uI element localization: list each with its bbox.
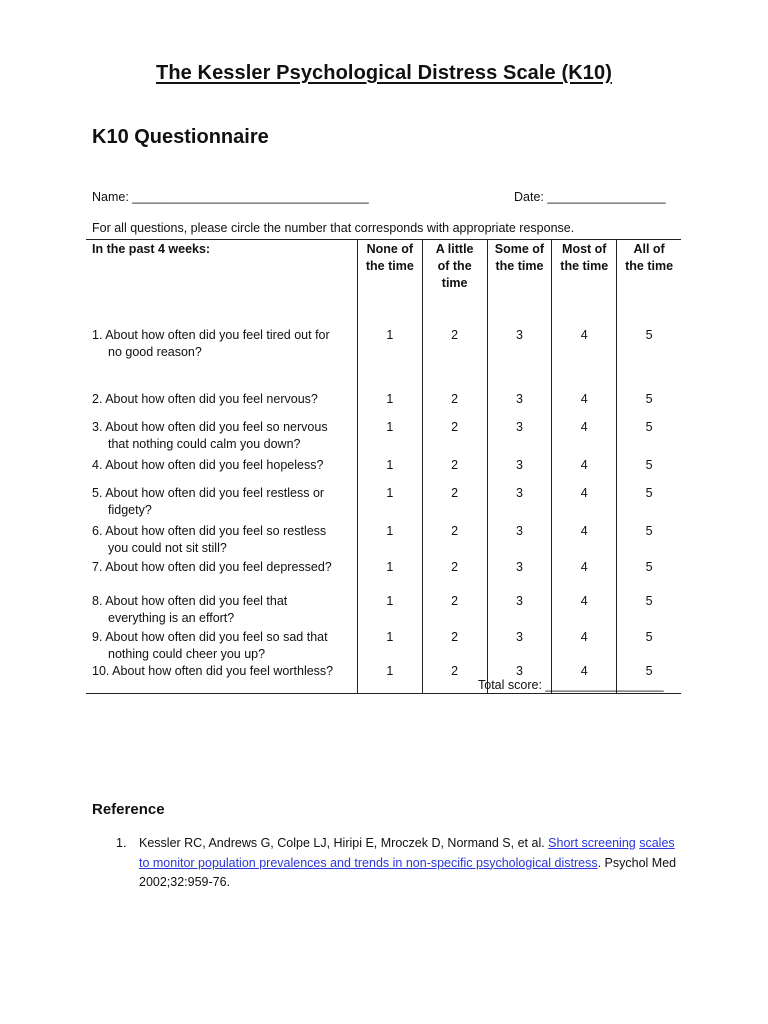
question-text <box>86 485 357 523</box>
response-option[interactable]: 5 <box>617 523 681 559</box>
response-option[interactable]: 3 <box>487 593 552 629</box>
response-option[interactable]: 3 <box>487 523 552 559</box>
question-line: 9. About how often did you feel so sad that <box>92 630 328 644</box>
question-line-continued: you could not sit still? <box>108 541 227 555</box>
response-option[interactable]: 1 <box>357 593 422 629</box>
reference-link-part1[interactable]: Short screening <box>548 836 636 850</box>
question-text <box>86 419 357 457</box>
response-option[interactable]: 4 <box>552 663 617 694</box>
question-row <box>86 457 681 485</box>
option-header-a-little <box>422 240 487 300</box>
question-line: 5. About how often did you feel restless or <box>92 486 325 500</box>
question-text <box>86 663 357 694</box>
response-option[interactable]: 5 <box>617 391 681 419</box>
response-option[interactable]: 1 <box>357 457 422 485</box>
reference-link-part2[interactable]: scales to monitor population prevalences and trends in non-specific psychological distress <box>139 836 675 870</box>
reference-number: 1. <box>116 836 127 850</box>
response-option[interactable]: 2 <box>422 299 487 391</box>
question-line: 1. About how often did you feel tired out for <box>92 328 330 342</box>
question-row <box>86 485 681 523</box>
response-option[interactable]: 3 <box>487 391 552 419</box>
question-text <box>86 559 357 593</box>
response-option[interactable]: 3 <box>487 663 552 694</box>
k10-questionnaire-table <box>86 239 681 694</box>
response-option[interactable]: 1 <box>357 629 422 663</box>
response-option[interactable]: 1 <box>357 299 422 391</box>
response-option[interactable]: 1 <box>357 663 422 694</box>
table-header-row <box>86 240 681 300</box>
question-text <box>86 593 357 629</box>
response-option[interactable]: 5 <box>617 593 681 629</box>
response-option[interactable]: 5 <box>617 299 681 391</box>
question-line: 7. About how often did you feel depressed? <box>92 560 332 574</box>
option-header-most <box>552 240 617 300</box>
question-text <box>86 391 357 419</box>
response-option[interactable]: 5 <box>617 485 681 523</box>
total-score-field: Total score: _________________ <box>478 678 664 692</box>
response-option[interactable]: 4 <box>552 629 617 663</box>
question-line-continued: fidgety? <box>108 503 152 517</box>
question-line-continued: nothing could cheer you up? <box>108 647 266 661</box>
response-option[interactable]: 4 <box>552 419 617 457</box>
question-row <box>86 419 681 457</box>
option-header-line: A little <box>435 242 474 256</box>
response-option[interactable]: 2 <box>422 419 487 457</box>
response-option[interactable]: 4 <box>552 523 617 559</box>
reference-authors: Kessler RC, Andrews G, Colpe LJ, Hiripi E, Mroczek D, Normand S, et al. <box>139 836 549 850</box>
option-header-all <box>617 240 681 300</box>
question-text <box>86 629 357 663</box>
reference-list <box>116 834 682 893</box>
response-option[interactable]: 2 <box>422 629 487 663</box>
option-header-line: the time <box>560 259 609 273</box>
question-column-header: In the past 4 weeks: <box>92 242 211 256</box>
response-option[interactable]: 5 <box>617 559 681 593</box>
option-header-line: All of <box>633 242 665 256</box>
response-option[interactable]: 2 <box>422 663 487 694</box>
response-option[interactable]: 3 <box>487 485 552 523</box>
question-line: 2. About how often did you feel nervous? <box>92 392 318 406</box>
response-option[interactable]: 3 <box>487 457 552 485</box>
question-text <box>86 457 357 485</box>
response-option[interactable]: 4 <box>552 485 617 523</box>
reference-citation <box>116 834 682 893</box>
option-header-line: the time <box>495 259 544 273</box>
response-option[interactable]: 2 <box>422 485 487 523</box>
response-option[interactable]: 1 <box>357 391 422 419</box>
response-option[interactable]: 2 <box>422 523 487 559</box>
option-header-line: time <box>441 276 468 290</box>
response-option[interactable]: 4 <box>552 559 617 593</box>
question-row <box>86 523 681 559</box>
question-row <box>86 593 681 629</box>
response-option[interactable]: 3 <box>487 629 552 663</box>
question-line: 4. About how often did you feel hopeless? <box>92 458 324 472</box>
question-line-continued: that nothing could calm you down? <box>108 437 301 451</box>
document-title: The Kessler Psychological Distress Scale (K10) <box>156 62 612 84</box>
response-option[interactable]: 5 <box>617 457 681 485</box>
option-header-none <box>357 240 422 300</box>
question-row <box>86 629 681 663</box>
question-text <box>86 523 357 559</box>
option-header-line: None of <box>366 242 414 256</box>
option-header-line: of the <box>437 259 472 273</box>
question-line-continued: no good reason? <box>108 345 202 359</box>
question-text <box>86 299 357 391</box>
response-option[interactable]: 4 <box>552 593 617 629</box>
date-field: Date: _________________ <box>514 190 666 204</box>
option-header-line: Some of <box>494 242 545 256</box>
question-row <box>86 299 681 391</box>
question-line: 6. About how often did you feel so restless <box>92 524 327 538</box>
question-row <box>86 559 681 593</box>
name-field: Name: __________________________________ <box>92 190 369 204</box>
question-line: 10. About how often did you feel worthless? <box>92 664 334 678</box>
questionnaire-heading: K10 Questionnaire <box>92 126 269 148</box>
response-option[interactable]: 5 <box>617 419 681 457</box>
reference-heading: Reference <box>92 801 165 818</box>
option-header-some <box>487 240 552 300</box>
response-option[interactable]: 4 <box>552 299 617 391</box>
response-option[interactable]: 1 <box>357 559 422 593</box>
option-header-line: Most of <box>562 242 607 256</box>
response-option[interactable]: 1 <box>357 485 422 523</box>
response-option[interactable]: 5 <box>617 629 681 663</box>
response-option[interactable]: 2 <box>422 391 487 419</box>
instructions-text: For all questions, please circle the number that corresponds with appropriate response. <box>92 221 575 235</box>
response-option[interactable]: 4 <box>552 391 617 419</box>
response-option[interactable]: 3 <box>487 419 552 457</box>
question-line-continued: everything is an effort? <box>108 611 235 625</box>
response-option[interactable]: 1 <box>357 523 422 559</box>
response-option[interactable]: 5 <box>617 663 681 694</box>
option-header-line: the time <box>365 259 414 273</box>
response-option[interactable]: 2 <box>422 559 487 593</box>
response-option[interactable]: 2 <box>422 593 487 629</box>
response-option[interactable]: 1 <box>357 419 422 457</box>
option-header-line: the time <box>625 259 674 273</box>
response-option[interactable]: 3 <box>487 299 552 391</box>
reference-citation-end: . Psychol Med 2002;32:959-76. <box>139 855 677 889</box>
question-line: 8. About how often did you feel that <box>92 594 288 608</box>
response-option[interactable]: 4 <box>552 457 617 485</box>
response-option[interactable]: 3 <box>487 559 552 593</box>
question-row <box>86 391 681 419</box>
question-line: 3. About how often did you feel so nervous <box>92 420 328 434</box>
response-option[interactable]: 2 <box>422 457 487 485</box>
